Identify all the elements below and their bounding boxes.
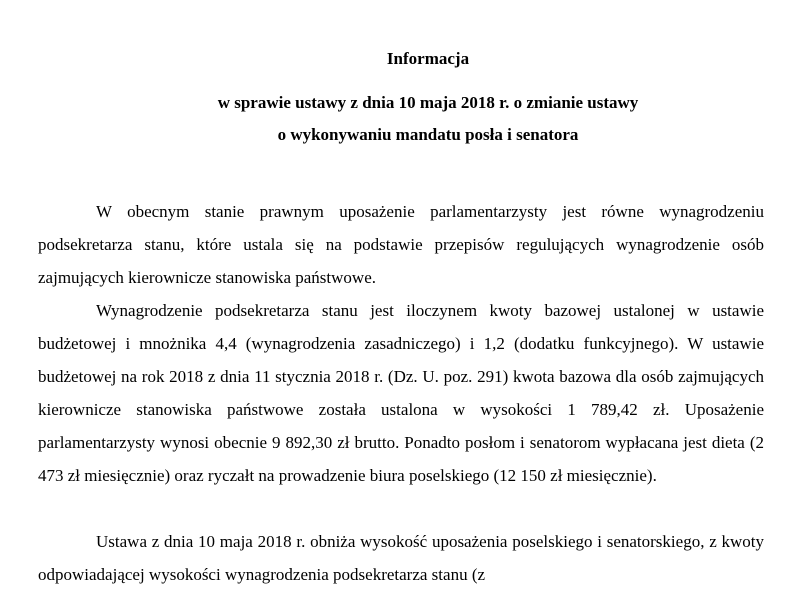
document-subtitle-line-2: o wykonywaniu mandatu posła i senatora	[277, 125, 579, 144]
paragraph-current-legal-state: W obecnym stanie prawnym uposażenie parlamentarzysty jest równe wynagrodzeniu podsekretarza stanu, które ustala się na podstawie przepisów regulujących wynagrodzenie osób zajmujących kierownicze stanowiska państwowe.	[38, 202, 764, 287]
document-subtitle-line-1: w sprawie ustawy z dnia 10 maja 2018 r. o zmianie ustawy	[217, 93, 639, 112]
paragraph-act-reduction: Ustawa z dnia 10 maja 2018 r. obniża wysokość uposażenia poselskiego i senatorskiego, z kwoty odpowiadającej wysokości wynagrodzenia podsekretarza stanu (z	[38, 532, 764, 584]
paragraph-salary-calculation: Wynagrodzenie podsekretarza stanu jest iloczynem kwoty bazowej ustalonej w ustawie budżetowej i mnożnika 4,4 (wynagrodzenia zasadniczego) i 1,2 (dodatku funkcyjnego). W ustawie budżetowej na rok 2018 z dnia 11 stycznia 2018 r. (Dz. U. poz. 291) kwota bazowa dla osób zajmujących kierownicze stanowiska państwowe została ustalona w wysokości 1 789,42 zł. Uposażenie parlamentarzysty wynosi obecnie 9 892,30 zł brutto. Ponadto posłom i senatorom wypłacana jest dieta (2 473 zł miesięcznie) oraz ryczałt na prowadzenie biura poselskiego (12 150 zł miesięcznie).	[38, 301, 764, 485]
document-title: Informacja	[386, 49, 470, 68]
